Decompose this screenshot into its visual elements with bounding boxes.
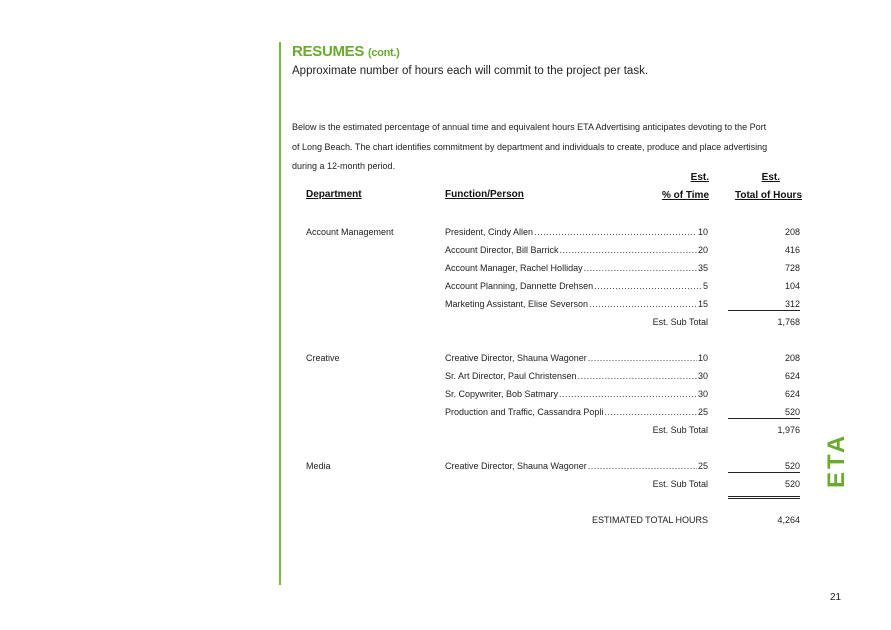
- subtotal-value: 1,768: [777, 317, 800, 327]
- department-label: Creative: [306, 353, 340, 363]
- page-number: 21: [830, 592, 842, 603]
- hours-value: 312: [728, 298, 800, 311]
- table-row: [445, 262, 708, 274]
- person-name: President, Cindy Allen: [445, 227, 534, 237]
- table-row: [445, 280, 708, 292]
- person-name: Creative Director, Shauna Wagoner: [445, 353, 587, 363]
- person-name: Sr. Art Director, Paul Christensen: [445, 371, 577, 381]
- eta-logo-mark: [812, 436, 862, 492]
- hours-value: 208: [784, 353, 800, 363]
- header-pct-bottom: % of Time: [661, 190, 709, 201]
- table-row: [445, 388, 708, 400]
- dot-leader: [578, 370, 697, 382]
- table-row: [445, 352, 708, 364]
- department-label: Media: [306, 461, 331, 471]
- table-row: [445, 406, 708, 418]
- pct-value: 25: [697, 407, 708, 417]
- dot-leader: [584, 262, 697, 274]
- dot-leader: [534, 226, 697, 238]
- subtotal-label: Est. Sub Total: [652, 317, 708, 327]
- hours-value: 416: [784, 245, 800, 255]
- pct-value: 35: [697, 263, 708, 273]
- dot-leader: [559, 388, 697, 400]
- table-row: [445, 298, 708, 310]
- pct-value: 5: [702, 281, 708, 291]
- header-function: Function/Person: [445, 189, 524, 200]
- hours-value: 208: [784, 227, 800, 237]
- page-title: [292, 43, 399, 60]
- header-hours-top: Est.: [761, 172, 780, 183]
- dot-leader: [560, 244, 697, 256]
- subtotal-value: 1,976: [777, 425, 800, 435]
- person-name: Account Director, Bill Barrick: [445, 245, 559, 255]
- hours-value: 520: [728, 406, 800, 419]
- pct-value: 20: [697, 245, 708, 255]
- page-subtitle: Approximate number of hours each will commit to the project per task.: [292, 65, 649, 77]
- intro-paragraph: [292, 118, 837, 177]
- person-name: Creative Director, Shauna Wagoner: [445, 461, 587, 471]
- accent-vertical-rule: [279, 42, 281, 585]
- table-row: [445, 226, 708, 238]
- header-pct-top: Est.: [690, 172, 709, 183]
- intro-line: during a 12-month period.: [292, 161, 396, 171]
- total-value: 4,264: [777, 515, 800, 525]
- department-label: Account Management: [306, 227, 394, 237]
- person-name: Sr. Copywriter, Bob Satmary: [445, 389, 559, 399]
- person-name: Account Planning, Dannette Drehsen: [445, 281, 594, 291]
- person-name: Production and Traffic, Cassandra Popli: [445, 407, 604, 417]
- hours-value: 624: [784, 371, 800, 381]
- title-text: RESUMES: [292, 43, 365, 60]
- table-row: [445, 244, 708, 256]
- pct-value: 10: [697, 353, 708, 363]
- hours-value: 728: [784, 263, 800, 273]
- table-row: [445, 370, 708, 382]
- pct-value: 25: [697, 461, 708, 471]
- dot-leader: [588, 352, 697, 364]
- intro-line: Below is the estimated percentage of annual time and equivalent hours ETA Advertising anticipates devoting to the Port: [292, 122, 767, 132]
- dot-leader: [594, 280, 702, 292]
- subtotal-value: 520: [728, 478, 800, 499]
- subtotal-label: Est. Sub Total: [652, 425, 708, 435]
- subtotal-label: Est. Sub Total: [652, 479, 708, 489]
- pct-value: 10: [697, 227, 708, 237]
- pct-value: 15: [697, 299, 708, 309]
- svg-text:ETA: ETA: [823, 436, 850, 488]
- hours-value: 104: [784, 281, 800, 291]
- hours-value: 624: [784, 389, 800, 399]
- person-name: Account Manager, Rachel Holliday: [445, 263, 583, 273]
- intro-line: of Long Beach. The chart identifies commitment by department and individuals to create, produce and place advertising: [292, 141, 768, 152]
- dot-leader: [604, 406, 697, 418]
- dot-leader: [588, 460, 697, 472]
- title-suffix: (cont.): [367, 47, 400, 59]
- hours-value: 520: [728, 460, 800, 473]
- pct-value: 30: [697, 371, 708, 381]
- eta-logo: [812, 436, 862, 492]
- header-hours-bottom: Total of Hours: [734, 190, 802, 201]
- table-row: [445, 460, 708, 472]
- total-label: ESTIMATED TOTAL HOURS: [591, 515, 708, 525]
- pct-value: 30: [697, 389, 708, 399]
- dot-leader: [589, 298, 697, 310]
- person-name: Marketing Assistant, Elise Severson: [445, 299, 589, 309]
- header-department: Department: [306, 189, 362, 200]
